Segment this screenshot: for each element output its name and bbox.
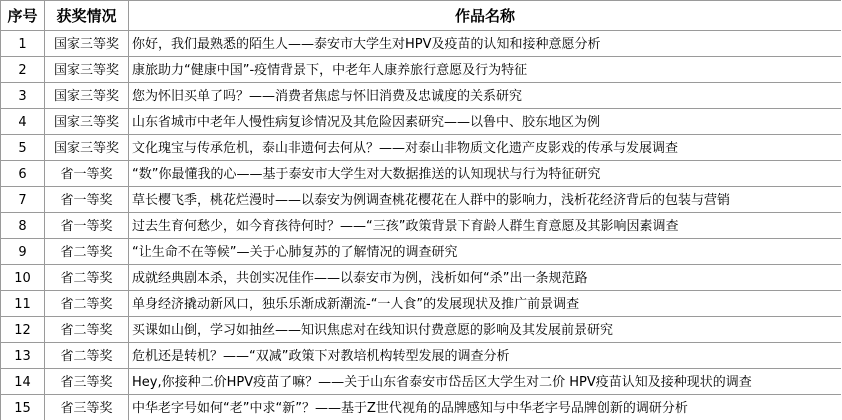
- table-row: [1, 291, 842, 317]
- cell-award[interactable]: 国家三等奖: [45, 57, 129, 83]
- header-index[interactable]: 序号: [1, 1, 45, 31]
- table-row: [1, 187, 842, 213]
- cell-title[interactable]: 山东省城市中老年人慢性病复诊情况及其危险因素研究——以鲁中、胶东地区为例: [129, 109, 842, 135]
- cell-title[interactable]: 你好，我们最熟悉的陌生人——泰安市大学生对HPV及疫苗的认知和接种意愿分析: [129, 31, 842, 57]
- cell-award[interactable]: 省一等奖: [45, 213, 129, 239]
- cell-award[interactable]: 省三等奖: [45, 395, 129, 420]
- cell-index[interactable]: 9: [1, 239, 45, 265]
- cell-title[interactable]: 草长樱飞季，桃花烂漫时——以泰安为例调查桃花樱花在人群中的影响力，浅析花经济背后的包装与营销: [129, 187, 842, 213]
- cell-award[interactable]: 省二等奖: [45, 343, 129, 369]
- cell-index[interactable]: 3: [1, 83, 45, 109]
- cell-award[interactable]: 国家三等奖: [45, 83, 129, 109]
- cell-title[interactable]: 中华老字号如何“老”中求“新”？——基于Z世代视角的品牌感知与中华老字号品牌创新的调研分析: [129, 395, 842, 420]
- cell-award[interactable]: 省一等奖: [45, 187, 129, 213]
- cell-award[interactable]: 省二等奖: [45, 291, 129, 317]
- table-row: [1, 161, 842, 187]
- cell-index[interactable]: 8: [1, 213, 45, 239]
- cell-award[interactable]: 省二等奖: [45, 317, 129, 343]
- table-row: [1, 317, 842, 343]
- table-row: [1, 395, 842, 420]
- cell-index[interactable]: 11: [1, 291, 45, 317]
- cell-index[interactable]: 7: [1, 187, 45, 213]
- cell-title[interactable]: 康旅助力“健康中国”-疫情背景下，中老年人康养旅行意愿及行为特征: [129, 57, 842, 83]
- table-row: [1, 343, 842, 369]
- table-row: [1, 369, 842, 395]
- cell-award[interactable]: 省二等奖: [45, 239, 129, 265]
- cell-title[interactable]: 危机还是转机？——“双减”政策下对教培机构转型发展的调查分析: [129, 343, 842, 369]
- cell-title[interactable]: 过去生育何愁少，如今育孩待何时？——“三孩”政策背景下育龄人群生育意愿及其影响因素调查: [129, 213, 842, 239]
- cell-index[interactable]: 12: [1, 317, 45, 343]
- cell-title[interactable]: “数”你最懂我的心——基于泰安市大学生对大数据推送的认知现状与行为特征研究: [129, 161, 842, 187]
- cell-title[interactable]: 买课如山倒，学习如抽丝——知识焦虑对在线知识付费意愿的影响及其发展前景研究: [129, 317, 842, 343]
- header-title[interactable]: 作品名称: [129, 1, 842, 31]
- cell-index[interactable]: 15: [1, 395, 45, 420]
- cell-award[interactable]: 省三等奖: [45, 369, 129, 395]
- cell-index[interactable]: 10: [1, 265, 45, 291]
- table-row: [1, 135, 842, 161]
- table-row: [1, 83, 842, 109]
- cell-index[interactable]: 2: [1, 57, 45, 83]
- table-row: [1, 109, 842, 135]
- cell-index[interactable]: 1: [1, 31, 45, 57]
- cell-award[interactable]: 国家三等奖: [45, 135, 129, 161]
- cell-award[interactable]: 省二等奖: [45, 265, 129, 291]
- header-row: [1, 1, 842, 31]
- cell-title[interactable]: 您为怀旧买单了吗？——消费者焦虑与怀旧消费及忠诚度的关系研究: [129, 83, 842, 109]
- table-row: [1, 239, 842, 265]
- cell-index[interactable]: 6: [1, 161, 45, 187]
- cell-title[interactable]: 单身经济撬动新风口，独乐乐渐成新潮流-“一人食”的发展现状及推广前景调查: [129, 291, 842, 317]
- cell-award[interactable]: 国家三等奖: [45, 109, 129, 135]
- cell-index[interactable]: 5: [1, 135, 45, 161]
- cell-index[interactable]: 4: [1, 109, 45, 135]
- table-row: [1, 57, 842, 83]
- cell-award[interactable]: 国家三等奖: [45, 31, 129, 57]
- table-row: [1, 213, 842, 239]
- cell-index[interactable]: 13: [1, 343, 45, 369]
- table-row: [1, 265, 842, 291]
- header-award[interactable]: 获奖情况: [45, 1, 129, 31]
- table-row: [1, 31, 842, 57]
- cell-title[interactable]: 文化瑰宝与传承危机，泰山非遗何去何从？——对泰山非物质文化遗产皮影戏的传承与发展调查: [129, 135, 842, 161]
- cell-title[interactable]: 成就经典剧本杀，共创实况佳作——以泰安市为例，浅析如何“杀”出一条规范路: [129, 265, 842, 291]
- cell-title[interactable]: “让生命不在等候”—关于心肺复苏的了解情况的调查研究: [129, 239, 842, 265]
- cell-award[interactable]: 省一等奖: [45, 161, 129, 187]
- cell-index[interactable]: 14: [1, 369, 45, 395]
- cell-title[interactable]: Hey,你接种二价HPV疫苗了嘛？——关于山东省泰安市岱岳区大学生对二价 HPV疫苗认知及接种现状的调查: [129, 369, 842, 395]
